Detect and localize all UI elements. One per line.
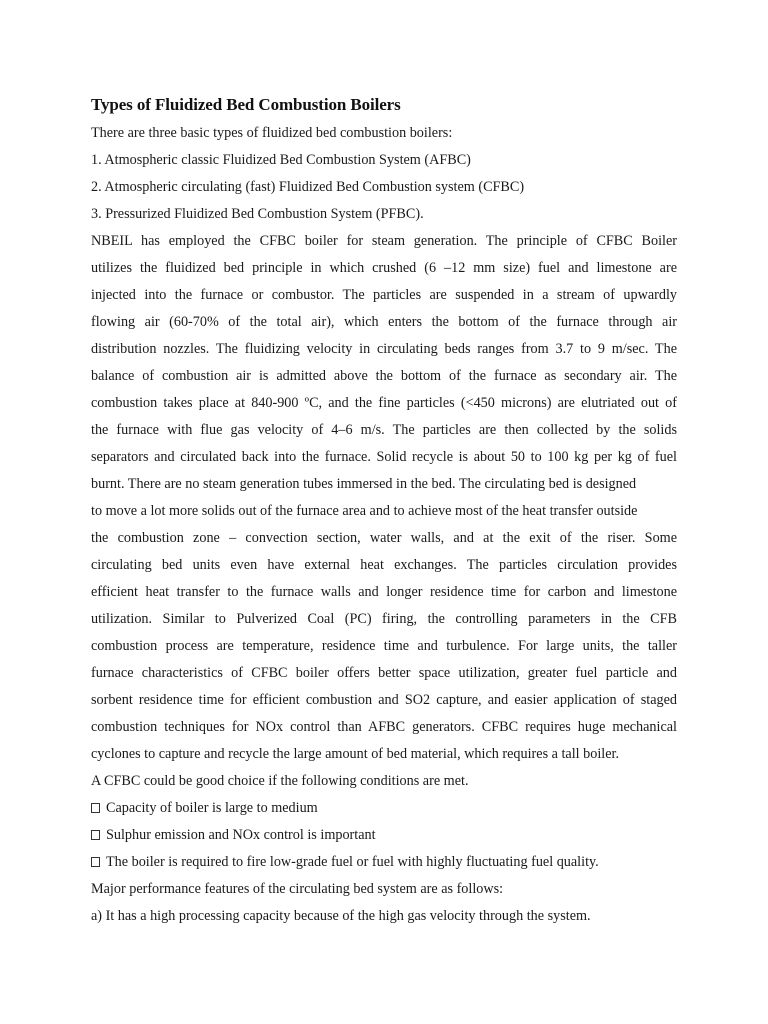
document-title: Types of Fluidized Bed Combustion Boilers xyxy=(91,95,401,114)
body-line: balance of combustion air is admitted above the bottom of the furnace as secondary air. The xyxy=(91,368,677,384)
condition-text: The boiler is required to fire low-grade fuel or fuel with highly fluctuating fuel quality. xyxy=(106,854,599,870)
checkbox-bullet-icon xyxy=(91,830,100,840)
type-item-3: 3. Pressurized Fluidized Bed Combustion System (PFBC). xyxy=(91,206,424,222)
intro-text: There are three basic types of fluidized bed combustion boilers: xyxy=(91,125,453,141)
feature-item: a) It has a high processing capacity because of the high gas velocity through the system. xyxy=(91,908,591,924)
body-line: the furnace with flue gas velocity of 4–6 m/s. The particles are then collected by the solids xyxy=(91,422,677,438)
features-intro: Major performance features of the circulating bed system are as follows: xyxy=(91,881,504,897)
body-line: combustion takes place at 840-900 ºC, and the fine particles (<450 microns) are elutriated out of xyxy=(91,395,677,411)
body-line: separators and circulated back into the furnace. Solid recycle is about 50 to 100 kg per kg of fuel xyxy=(91,449,677,465)
body-line: utilizes the fluidized bed principle in which crushed (6 –12 mm size) fuel and limestone are xyxy=(91,260,677,276)
checkbox-bullet-icon xyxy=(91,857,100,867)
condition-text: Capacity of boiler is large to medium xyxy=(106,800,318,816)
body-line: combustion techniques for NOx control than AFBC generators. CFBC requires huge mechanical xyxy=(91,719,677,735)
body-line: cyclones to capture and recycle the large amount of bed material, which requires a tall boiler. xyxy=(91,746,620,762)
body-line: combustion process are temperature, residence time and turbulence. For large units, the taller xyxy=(91,638,677,654)
conditions-intro: A CFBC could be good choice if the following conditions are met. xyxy=(91,773,469,789)
type-item-1: 1. Atmospheric classic Fluidized Bed Combustion System (AFBC) xyxy=(91,152,471,168)
body-line: injected into the furnace or combustor. The particles are suspended in a stream of upwardly xyxy=(91,287,677,303)
body-line: sorbent residence time for efficient combustion and SO2 capture, and easier application of staged xyxy=(91,692,677,708)
body-line: to move a lot more solids out of the furnace area and to achieve most of the heat transfer outside xyxy=(91,503,638,519)
condition-item xyxy=(91,799,318,817)
body-line: the combustion zone – convection section, water walls, and at the exit of the riser. Some xyxy=(91,530,677,546)
body-line: efficient heat transfer to the furnace walls and longer residence time for carbon and limestone xyxy=(91,584,677,600)
body-line: NBEIL has employed the CFBC boiler for steam generation. The principle of CFBC Boiler xyxy=(91,233,677,249)
body-line: burnt. There are no steam generation tubes immersed in the bed. The circulating bed is designed xyxy=(91,476,637,492)
condition-item xyxy=(91,853,599,871)
condition-item xyxy=(91,826,376,844)
body-line: distribution nozzles. The fluidizing velocity in circulating beds ranges from 3.7 to 9 m/sec. The xyxy=(91,341,677,357)
body-line: flowing air (60-70% of the total air), which enters the bottom of the furnace through air xyxy=(91,314,677,330)
body-line: circulating bed units even have external heat exchanges. The particles circulation provides xyxy=(91,557,677,573)
type-item-2: 2. Atmospheric circulating (fast) Fluidized Bed Combustion system (CFBC) xyxy=(91,179,525,195)
body-line: furnace characteristics of CFBC boiler offers better space utilization, greater fuel particle and xyxy=(91,665,677,681)
condition-text: Sulphur emission and NOx control is important xyxy=(106,827,376,843)
body-line: utilization. Similar to Pulverized Coal (PC) firing, the controlling parameters in the CFB xyxy=(91,611,677,627)
checkbox-bullet-icon xyxy=(91,803,100,813)
